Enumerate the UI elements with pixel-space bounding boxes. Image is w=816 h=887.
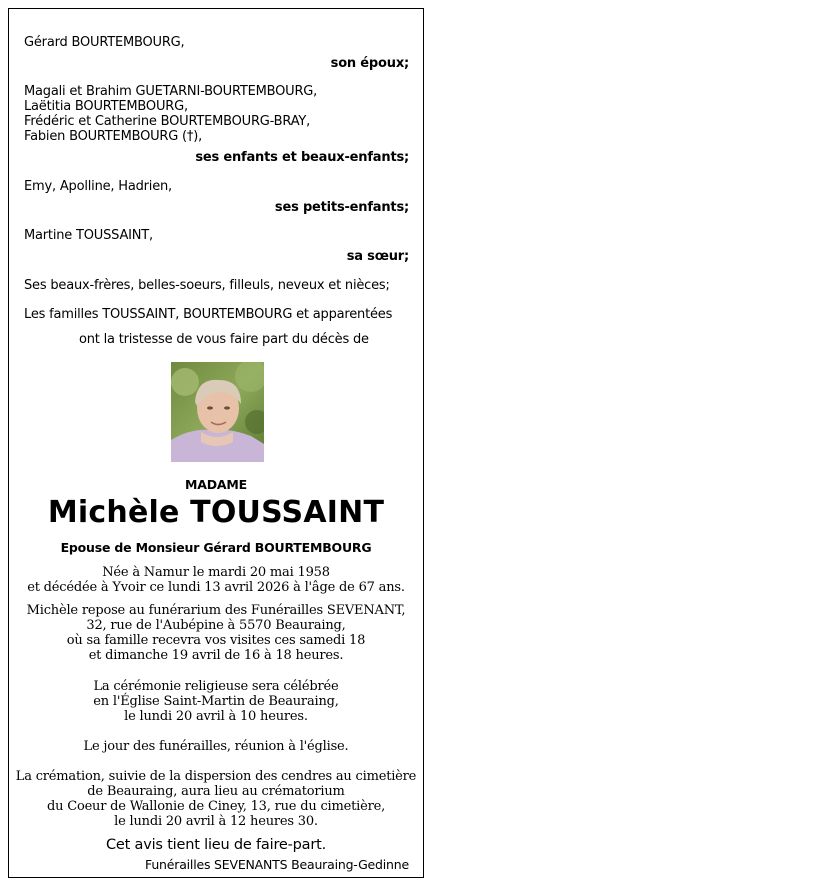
deceased-title: MADAME	[185, 477, 247, 492]
spouse-line: Epouse de Monsieur Gérard BOURTEMBOURG	[60, 540, 372, 555]
husband-name: Gérard BOURTEMBOURG,	[24, 35, 185, 50]
announcement-line: ont la tristesse de vous faire part du décès de	[79, 332, 369, 347]
rest-line: Michèle repose au funérarium des Funérailles SEVENANT,	[26, 603, 406, 618]
child-line: Laëtitia BOURTEMBOURG,	[24, 99, 188, 114]
obituary-notice	[8, 8, 424, 878]
sister-name: Martine TOUSSAINT,	[24, 228, 153, 243]
meeting-line: Le jour des funérailles, réunion à l'église.	[83, 739, 349, 754]
rest-line: 32, rue de l'Aubépine à 5570 Beauraing,	[86, 618, 346, 633]
ceremony-line: La cérémonie religieuse sera célébrée	[93, 679, 339, 694]
rest-line: et dimanche 19 avril de 16 à 18 heures.	[88, 648, 344, 663]
child-line: Frédéric et Catherine BOURTEMBOURG-BRAY,	[24, 114, 311, 129]
children-role: ses enfants et beaux-enfants;	[195, 150, 409, 165]
child-line: Magali et Brahim GUETARNI-BOURTEMBOURG,	[24, 84, 318, 99]
grandchildren-role: ses petits-enfants;	[274, 200, 409, 215]
deceased-photo	[171, 362, 264, 462]
ceremony-line: en l'Église Saint-Martin de Beauraing,	[93, 694, 339, 709]
birth-line: Née à Namur le mardi 20 mai 1958	[102, 565, 330, 580]
husband-role: son époux;	[330, 56, 409, 71]
cremation-line: du Coeur de Wallonie de Ciney, 13, rue du cimetière,	[46, 799, 386, 814]
families-line: Les familles TOUSSAINT, BOURTEMBOURG et apparentées	[24, 307, 393, 322]
cremation-line: le lundi 20 avril à 12 heures 30.	[114, 814, 318, 829]
notice-line: Cet avis tient lieu de faire-part.	[106, 837, 326, 853]
child-line: Fabien BOURTEMBOURG (†),	[24, 129, 203, 144]
in-laws-line: Ses beaux-frères, belles-soeurs, filleuls, neveux et nièces;	[24, 278, 390, 293]
funeral-home-signature: Funérailles SEVENANTS Beauraing-Gedinne	[145, 857, 409, 872]
cremation-line: La crémation, suivie de la dispersion des cendres au cimetière	[15, 769, 417, 784]
deceased-name: Michèle TOUSSAINT	[47, 495, 385, 530]
cremation-line: de Beauraing, aura lieu au crématorium	[87, 784, 345, 799]
rest-line: où sa famille recevra vos visites ces samedi 18	[66, 633, 366, 648]
ceremony-line: le lundi 20 avril à 10 heures.	[124, 709, 308, 724]
grandchildren-names: Emy, Apolline, Hadrien,	[24, 179, 172, 194]
death-line: et décédée à Yvoir ce lundi 13 avril 2026 à l'âge de 67 ans.	[27, 580, 405, 595]
sister-role: sa sœur;	[346, 249, 409, 264]
